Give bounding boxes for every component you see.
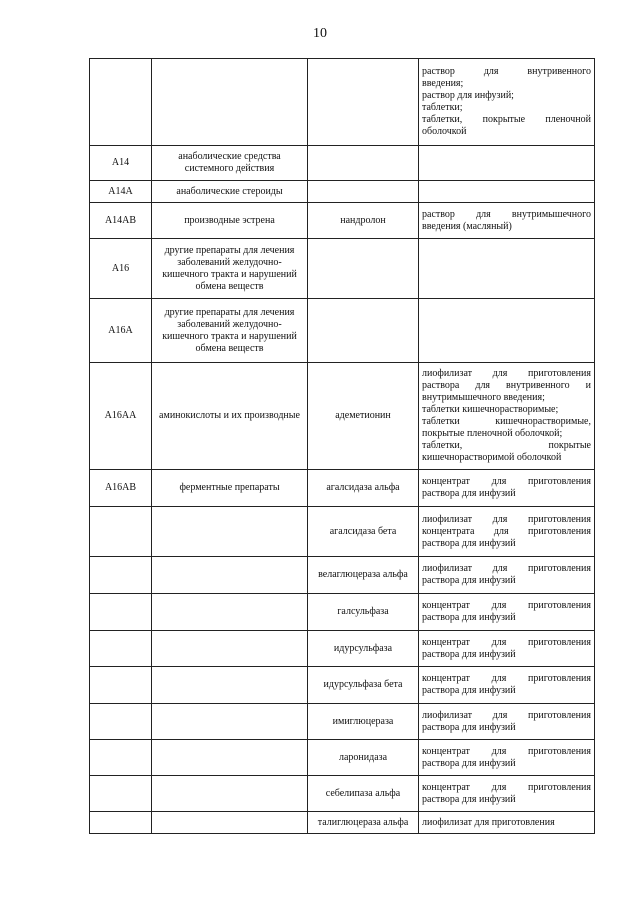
dosage-form-line: раствора для инфузий	[422, 575, 516, 586]
drug-name-cell	[308, 59, 419, 146]
dosage-form-line: концентрат для приготовления	[422, 600, 591, 611]
group-cell: ферментные препараты	[152, 470, 308, 507]
dosage-form-line: введения (масляный)	[422, 220, 512, 232]
dosage-forms-cell	[419, 203, 595, 239]
code-cell: A16AA	[90, 363, 152, 470]
dosage-form-line: таблетки кишечнорастворимые,	[422, 416, 591, 427]
dosage-forms-cell	[419, 740, 595, 776]
code-cell	[90, 594, 152, 631]
group-cell	[152, 776, 308, 812]
dosage-forms-cell	[419, 59, 595, 146]
page-number: 10	[313, 26, 327, 41]
drug-name-cell	[308, 146, 419, 181]
table-row	[90, 740, 595, 776]
code-cell	[90, 59, 152, 146]
table-row	[90, 631, 595, 667]
dosage-form-line: внутримышечного введения;	[422, 392, 545, 403]
dosage-form-line: таблетки;	[422, 102, 463, 113]
dosage-form-line: таблетки, покрытые пленочной	[422, 114, 591, 125]
table-row	[90, 203, 595, 239]
dosage-forms-cell	[419, 470, 595, 507]
dosage-forms-cell	[419, 776, 595, 812]
dosage-form-line: лиофилизат для приготовления	[422, 563, 591, 574]
table-row	[90, 59, 595, 146]
drug-name-cell	[308, 181, 419, 203]
group-cell: анаболические средства системного действия	[152, 146, 308, 181]
dosage-forms-cell	[419, 594, 595, 631]
dosage-forms-cell	[419, 507, 595, 557]
dosage-form-line: концентрат для приготовления	[422, 673, 591, 684]
dosage-form-line: раствора для инфузий	[422, 793, 516, 805]
code-cell: A14AB	[90, 203, 152, 239]
dosage-form-line: раствора для инфузий	[422, 757, 516, 769]
group-cell: анаболические стероиды	[152, 181, 308, 203]
drug-name-cell: талиглюцераза альфа	[308, 812, 419, 834]
drug-name-cell	[308, 299, 419, 363]
drug-name-cell: идурсульфаза бета	[308, 667, 419, 704]
dosage-form-line: концентрат для приготовления	[422, 745, 591, 757]
dosage-form-line: раствора для инфузий	[422, 685, 516, 696]
dosage-form-line: концентрат для приготовления	[422, 476, 591, 487]
code-cell	[90, 776, 152, 812]
table-row	[90, 667, 595, 704]
dosage-form-line: раствор для инфузий;	[422, 90, 514, 101]
dosage-forms-cell	[419, 704, 595, 740]
dosage-form-line: лиофилизат для приготовления	[422, 709, 591, 721]
dosage-form-line: концентрата для приготовления	[422, 525, 591, 537]
drug-table	[89, 58, 595, 834]
table-row	[90, 704, 595, 740]
drug-name-cell: идурсульфаза	[308, 631, 419, 667]
dosage-form-line: покрытые пленочной оболочкой;	[422, 428, 563, 439]
group-cell	[152, 667, 308, 704]
dosage-form-line: лиофилизат для приготовления	[422, 816, 555, 828]
group-cell	[152, 812, 308, 834]
dosage-forms-cell	[419, 557, 595, 594]
dosage-form-line: раствор для внутривенного	[422, 66, 591, 77]
group-cell: производные эстрена	[152, 203, 308, 239]
code-cell	[90, 704, 152, 740]
table-row	[90, 239, 595, 299]
group-cell: аминокислоты и их производные	[152, 363, 308, 470]
code-cell	[90, 667, 152, 704]
dosage-form-line: раствора для инфузий	[422, 721, 516, 733]
group-cell	[152, 704, 308, 740]
code-cell: A16	[90, 239, 152, 299]
code-cell: A14	[90, 146, 152, 181]
code-cell	[90, 631, 152, 667]
dosage-form-line: лиофилизат для приготовления	[422, 513, 591, 525]
dosage-form-line: концентрат для приготовления	[422, 781, 591, 793]
code-cell: A16A	[90, 299, 152, 363]
code-cell	[90, 557, 152, 594]
table-row	[90, 363, 595, 470]
drug-name-cell: агалсидаза альфа	[308, 470, 419, 507]
drug-name-cell: велаглюцераза альфа	[308, 557, 419, 594]
table-row	[90, 181, 595, 203]
dosage-forms-cell	[419, 181, 595, 203]
table-row	[90, 299, 595, 363]
code-cell: A14A	[90, 181, 152, 203]
dosage-form-line: раствор для внутримышечного	[422, 208, 591, 220]
table-row	[90, 812, 595, 834]
drug-name-cell: галсульфаза	[308, 594, 419, 631]
group-cell	[152, 594, 308, 631]
dosage-forms-cell	[419, 812, 595, 834]
dosage-form-line: раствора для инфузий	[422, 612, 516, 623]
code-cell: A16AB	[90, 470, 152, 507]
table-row	[90, 507, 595, 557]
code-cell	[90, 740, 152, 776]
group-cell	[152, 507, 308, 557]
drug-name-cell: имиглюцераза	[308, 704, 419, 740]
dosage-forms-cell	[419, 631, 595, 667]
dosage-forms-cell	[419, 667, 595, 704]
code-cell	[90, 812, 152, 834]
dosage-form-line: раствора для инфузий	[422, 488, 516, 499]
dosage-form-line: таблетки, покрытые	[422, 440, 591, 451]
code-cell	[90, 507, 152, 557]
table-row	[90, 594, 595, 631]
dosage-forms-cell	[419, 146, 595, 181]
dosage-form-line: раствора для инфузий	[422, 537, 516, 549]
dosage-form-line: концентрат для приготовления	[422, 636, 591, 648]
table-body	[90, 59, 595, 834]
drug-name-cell: ларонидаза	[308, 740, 419, 776]
group-cell: другие препараты для лечения заболеваний желудочно-кишечного тракта и нарушений обмена веществ	[152, 239, 308, 299]
group-cell	[152, 557, 308, 594]
group-cell	[152, 631, 308, 667]
dosage-form-line: раствора для инфузий	[422, 648, 516, 660]
dosage-form-line: кишечнорастворимой оболочкой	[422, 452, 562, 463]
table-row	[90, 470, 595, 507]
table-row	[90, 146, 595, 181]
group-cell: другие препараты для лечения заболеваний желудочно-кишечного тракта и нарушений обмена веществ	[152, 299, 308, 363]
dosage-form-line: лиофилизат для приготовления	[422, 368, 591, 379]
dosage-form-line: таблетки кишечнорастворимые;	[422, 404, 559, 415]
table-row	[90, 557, 595, 594]
dosage-forms-cell	[419, 363, 595, 470]
drug-name-cell: нандролон	[308, 203, 419, 239]
table-row	[90, 776, 595, 812]
drug-name-cell	[308, 239, 419, 299]
group-cell	[152, 59, 308, 146]
dosage-forms-cell	[419, 239, 595, 299]
dosage-form-line: оболочкой	[422, 126, 467, 137]
dosage-forms-cell	[419, 299, 595, 363]
dosage-form-line: раствора для внутривенного и	[422, 380, 591, 391]
drug-name-cell: себелипаза альфа	[308, 776, 419, 812]
group-cell	[152, 740, 308, 776]
drug-name-cell: адеметионин	[308, 363, 419, 470]
drug-name-cell: агалсидаза бета	[308, 507, 419, 557]
dosage-form-line: введения;	[422, 78, 464, 89]
